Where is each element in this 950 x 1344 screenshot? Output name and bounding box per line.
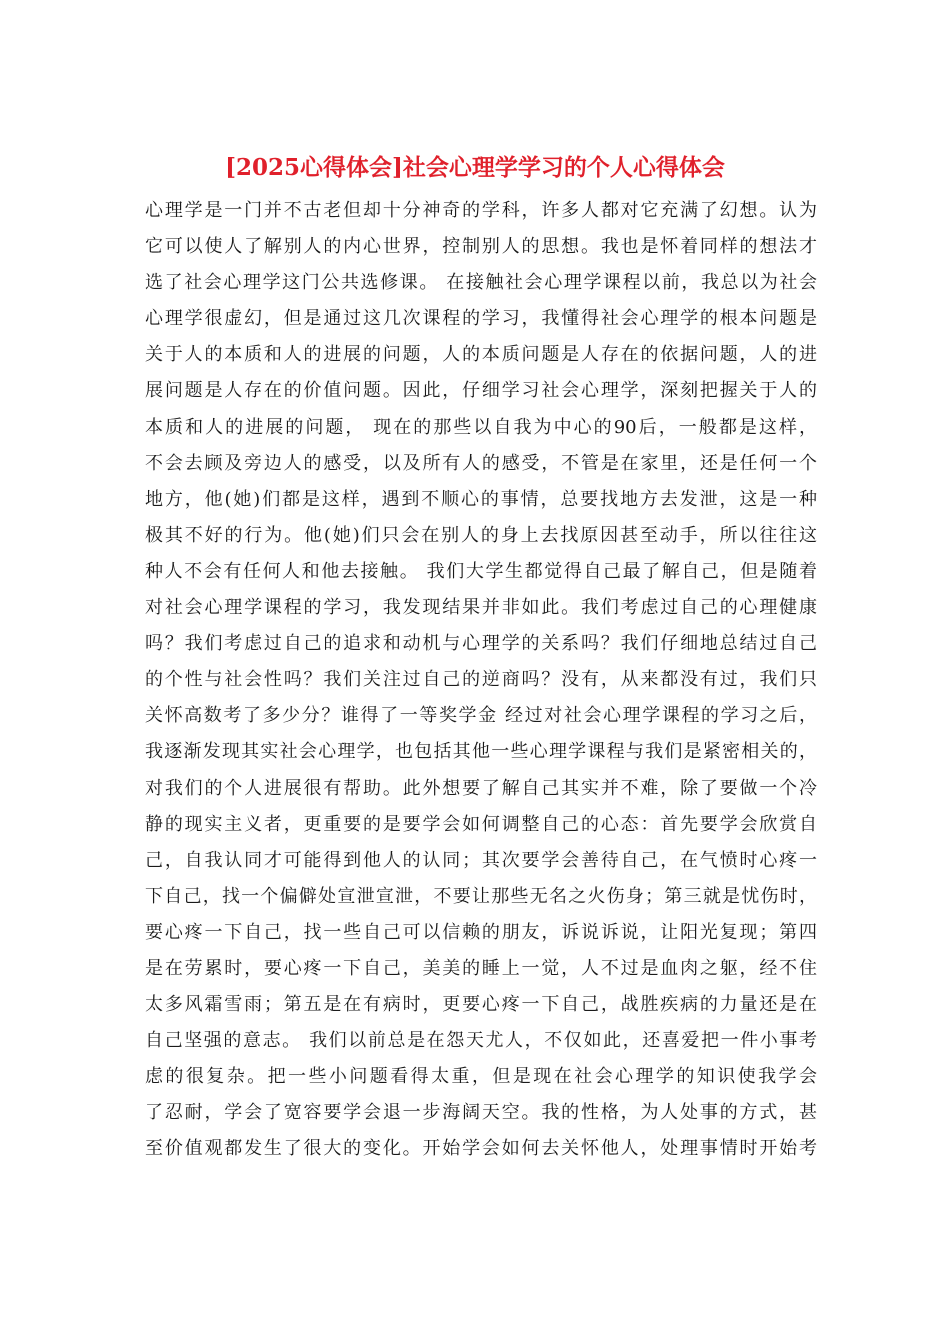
body-line: 种人不会有任何人和他去接触。 我们大学生都觉得自己最了解自己，但是随着 [145,560,817,582]
body-line: 它可以使人了解别人的内心世界，控制别人的思想。我也是怀着同样的想法才 [145,236,817,258]
body-line: 的个性与社会性吗？我们关注过自己的逆商吗？没有，从来都没有过，我们只 [145,669,817,691]
body-line: 心理学很虚幻，但是通过这几次课程的学习，我懂得社会心理学的根本问题是 [145,308,817,330]
body-line: 太多风霜雪雨；第五是在有病时，更要心疼一下自己，战胜疾病的力量还是在 [145,994,817,1016]
body-line: 静的现实主义者，更重要的是要学会如何调整自己的心态：首先要学会欣赏自 [145,813,817,835]
body-line: 选了社会心理学这门公共选修课。 在接触社会心理学课程以前，我总以为社会 [145,272,817,294]
body-line: 虑的很复杂。把一些小问题看得太重，但是现在社会心理学的知识使我学会 [145,1066,817,1088]
body-line: 至价值观都发生了很大的变化。开始学会如何去关怀他人，处理事情时开始考 [145,1138,817,1160]
body-line: 要心疼一下自己，找一些自己可以信赖的朋友，诉说诉说，让阳光复现；第四 [145,921,817,943]
body-line: 己，自我认同才可能得到他人的认同；其次要学会善待自己，在气愤时心疼一 [145,849,817,871]
body-line: 了忍耐，学会了宽容要学会退一步海阔天空。我的性格，为人处事的方式，甚 [145,1102,817,1124]
body-line: 下自己，找一个偏僻处宣泄宣泄，不要让那些无名之火伤身；第三就是忧伤时， [145,885,817,907]
body-line: 不会去顾及旁边人的感受，以及所有人的感受，不管是在家里，还是任何一个 [145,452,817,474]
body-line: 展问题是人存在的价值问题。因此，仔细学习社会心理学，深刻把握关于人的 [145,380,817,402]
body-line: 心理学是一门并不古老但却十分神奇的学科，许多人都对它充满了幻想。认为 [145,200,817,221]
document-title: [2025心得体会]社会心理学学习的个人心得体会 [225,154,725,181]
body-line: 极其不好的行为。他(她)们只会在别人的身上去找原因甚至动手，所以往往这 [145,524,817,546]
body-line: 对社会心理学课程的学习，我发现结果并非如此。我们考虑过自己的心理健康 [145,597,817,619]
body-line: 对我们的个人进展很有帮助。此外想要了解自己其实并不难，除了要做一个冷 [145,777,817,799]
body-line: 吗？我们考虑过自己的追求和动机与心理学的关系吗？我们仔细地总结过自己 [145,633,817,655]
body-line: 地方，他(她)们都是这样，遇到不顺心的事情，总要找地方去发泄，这是一种 [145,488,817,510]
document-body [145,193,817,1168]
body-line: 本质和人的进展的问题， 现在的那些以自我为中心的90后，一般都是这样， [145,416,817,438]
body-line: 是在劳累时，要心疼一下自己，美美的睡上一觉，人不过是血肉之躯，经不住 [145,957,817,979]
body-line: 关怀高数考了多少分？谁得了一等奖学金 经过对社会心理学课程的学习之后， [145,705,817,727]
body-line: 我逐渐发现其实社会心理学，也包括其他一些心理学课程与我们是紧密相关的， [145,741,817,763]
body-line: 自己坚强的意志。 我们以前总是在怨天尤人，不仅如此，还喜爱把一件小事考 [145,1030,817,1052]
body-line: 关于人的本质和人的进展的问题，人的本质问题是人存在的依据问题，人的进 [145,344,817,366]
